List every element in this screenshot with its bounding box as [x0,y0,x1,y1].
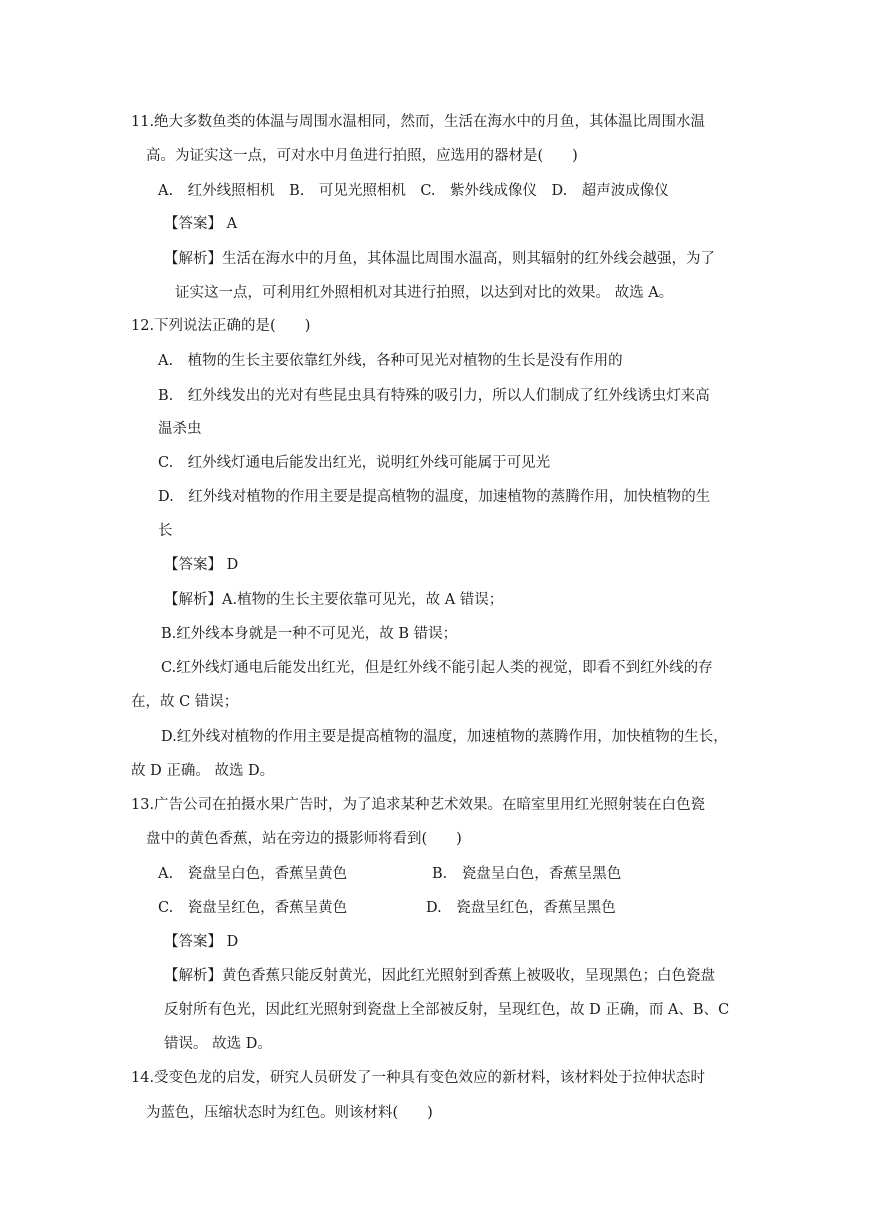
q11-stem-line2: 高。为证实这一点，可对水中月鱼进行拍照，应选用的器材是( ) [146,148,578,164]
q11-analysis-line1: 【解析】生活在海水中的月鱼，其体温比周围水温高，则其辐射的红外线会越强，为了 [164,251,715,267]
q12-answer: 【答案】 D [164,557,239,573]
q11-analysis-line2: 证实这一点，可利用红外照相机对其进行拍照，以达到对比的效果。 故选 A。 [175,285,674,301]
q11-answer: 【答案】 A [164,216,238,232]
q14-stem-line2: 为蓝色，压缩状态时为红色。则该材料( ) [146,1105,433,1121]
q12-option-d-line2: 长 [158,523,173,539]
q12-option-c: C. 红外线灯通电后能发出红光，说明红外线可能属于可见光 [158,455,551,471]
q13-analysis-line2: 反射所有色光，因此红光照射到瓷盘上全部被反射，呈现红色，故 D 正确，而 A、B、C [164,1002,730,1018]
q12-analysis-a: 【解析】A.植物的生长主要依靠可见光，故 A 错误； [164,592,504,608]
q11-options: A. 红外线照相机 B. 可见光照相机 C. 紫外线成像仪 D. 超声波成像仪 [158,183,669,199]
q12-analysis-d-line1: D.红外线对植物的作用主要是提高植物的温度，加速植物的蒸腾作用，加快植物的生长， [161,729,728,745]
q13-option-d: D. 瓷盘呈红色，香蕉呈黑色 [426,900,616,916]
q13-analysis-line3: 错误。 故选 D。 [164,1036,272,1052]
q13-analysis-line1: 【解析】黄色香蕉只能反射黄光，因此红光照射到香蕉上被吸收，呈现黑色；白色瓷盘 [164,968,715,984]
q13-stem-line1: 13.广告公司在拍摄水果广告时，为了追求某种艺术效果。在暗室里用红光照射装在白色瓷 [131,797,706,813]
q12-stem: 12.下列说法正确的是( ) [131,318,311,334]
q12-analysis-b: B.红外线本身就是一种不可见光，故 B 错误； [161,626,458,642]
q12-analysis-c-line1: C.红外线灯通电后能发出红光，但是红外线不能引起人类的视觉，即看不到红外线的存 [161,660,713,676]
q13-option-c: C. 瓷盘呈红色，香蕉呈黄色 [158,900,348,916]
q12-option-b-line1: B. 红外线发出的光对有些昆虫具有特殊的吸引力，所以人们制成了红外线诱虫灯来高 [158,388,710,404]
q13-stem-line2: 盘中的黄色香蕉，站在旁边的摄影师将看到( ) [146,831,462,847]
q14-stem-line1: 14.受变色龙的启发，研究人员研发了一种具有变色效应的新材料，该材料处于拉伸状态时 [131,1070,706,1086]
q13-option-b: B. 瓷盘呈白色，香蕉呈黑色 [432,866,622,882]
q12-option-d-line1: D. 红外线对植物的作用主要是提高植物的温度，加速植物的蒸腾作用，加快植物的生 [158,489,711,505]
q12-option-a: A. 植物的生长主要依靠红外线，各种可见光对植物的生长是没有作用的 [158,353,623,369]
q12-analysis-d-line2: 故 D 正确。 故选 D。 [131,763,275,779]
q13-answer: 【答案】 D [164,934,239,950]
q12-option-b-line2: 温杀虫 [158,421,202,437]
q13-option-a: A. 瓷盘呈白色，香蕉呈黄色 [158,866,348,882]
q12-analysis-c-line2: 在，故 C 错误； [131,694,239,710]
q11-stem-line1: 11.绝大多数鱼类的体温与周围水温相同，然而，生活在海水中的月鱼，其体温比周围水温 [131,114,706,130]
